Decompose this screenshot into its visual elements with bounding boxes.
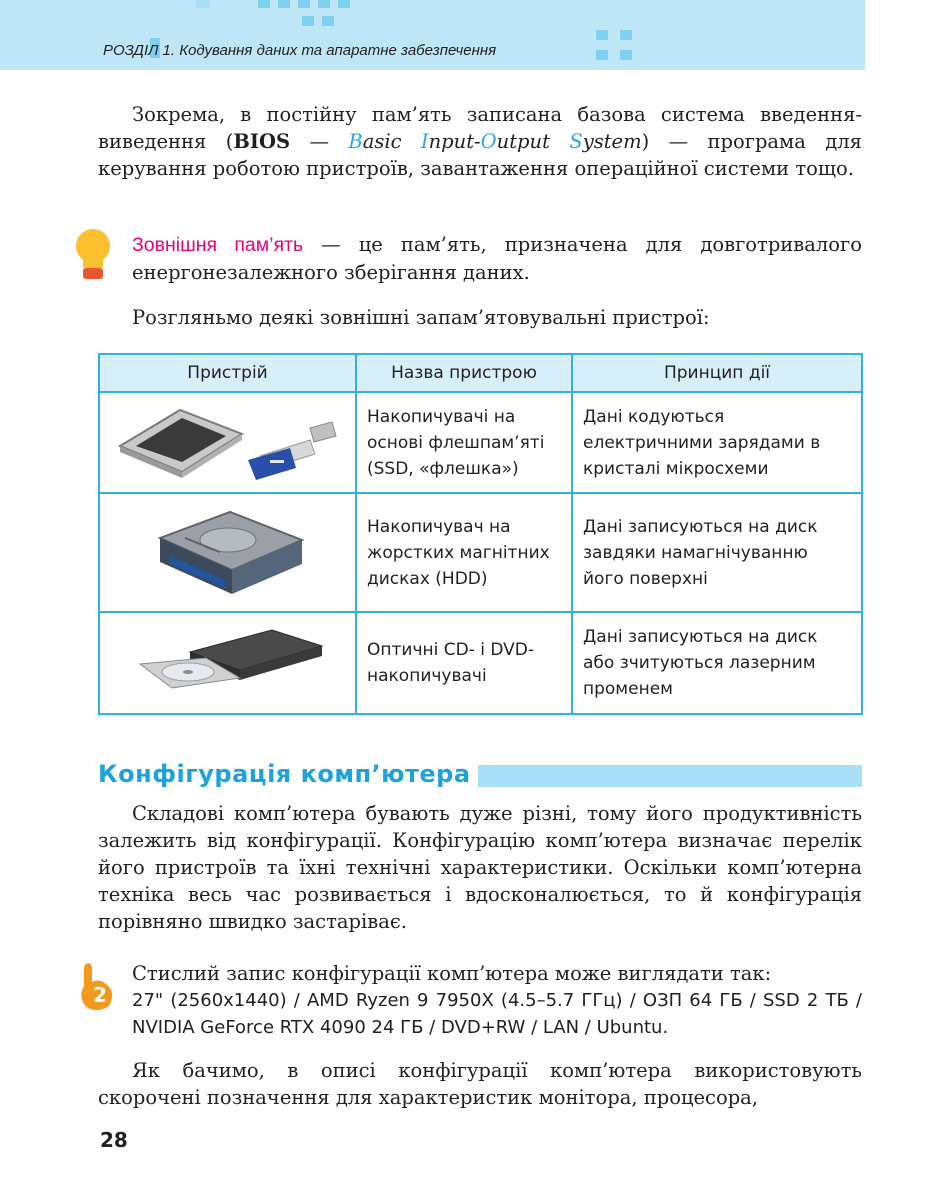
device-name-cell: Накопичувачі на основі флешпам’яті (SSD, «флешка») xyxy=(356,392,572,493)
table-row xyxy=(99,392,862,493)
header-pixel-decoration xyxy=(278,0,290,8)
header-pixel-decoration xyxy=(298,0,310,8)
header-pixel-decoration xyxy=(196,0,210,8)
ssd-and-usb-flash-drive-image xyxy=(110,398,350,488)
device-principle-cell: Дані кодуються електричними зарядами в кристалі мікросхеми xyxy=(572,392,862,493)
bios-word-system: ystem xyxy=(582,130,642,153)
bios-letter-s: S xyxy=(569,130,583,153)
optical-disc-drive-image xyxy=(110,618,350,708)
pointing-hand-icon xyxy=(74,962,120,1012)
device-image-cell xyxy=(99,612,356,714)
storage-devices-table xyxy=(98,353,863,715)
device-principle-cell: Дані записуються на диск або зчитуються лазерним променем xyxy=(572,612,862,714)
configuration-example: 27" (2560x1440) / AMD Ryzen 9 7950X (4.5–5.7 ГГц) / ОЗП 64 ГБ / SSD 2 ТБ / NVIDIA GeForce RTX 4090 24 ГБ / DVD+RW / LAN / Ubuntu. xyxy=(132,990,862,1038)
device-principle-cell: Дані записуються на диск завдяки намагнічуванню його поверхні xyxy=(572,493,862,612)
lead-in-paragraph: Розгляньмо деякі зовнішні запам’ятовувальні пристрої: xyxy=(132,306,710,329)
definition-term: Зовнішня пам’ять xyxy=(132,234,304,256)
definition-text: — це пам’ять, призначена для довготривалого енергонезалежного зберігання даних. xyxy=(132,233,862,284)
header-principle: Принцип дії xyxy=(572,354,862,392)
device-image-cell xyxy=(99,392,356,493)
device-name-cell: Оптичні CD- і DVD-накопичувачі xyxy=(356,612,572,714)
device-name-cell: Накопичувач на жорстких магнітних дисках (HDD) xyxy=(356,493,572,612)
bios-word-input: nput- xyxy=(428,130,481,153)
page-number: 28 xyxy=(100,1128,128,1152)
header-pixel-decoration xyxy=(318,0,330,8)
table-header-row xyxy=(99,354,862,392)
definition-paragraph xyxy=(132,231,862,286)
table-row xyxy=(99,493,862,612)
device-image-cell xyxy=(99,493,356,612)
chapter-title: РОЗДІЛ 1. Кодування даних та апаратне забезпечення xyxy=(103,42,497,59)
intro-paragraph xyxy=(98,101,862,182)
header-device-name: Назва пристрою xyxy=(356,354,572,392)
bios-word-basic: asic xyxy=(362,130,421,153)
header-pixel-decoration xyxy=(258,0,270,8)
configuration-paragraph: Складові комп’ютера бувають дуже різні, тому його продуктивність залежить від конфігурації. Конфігурацію комп’ютера визначає перелік його пристроїв та їхні технічні характеристики. Оскільки комп’ютерна техніка весь час розвивається і вдосконалюється, то й конфігурація порівняно швидко застаріває. xyxy=(98,802,862,933)
section-title: Конфігурація комп’ютера xyxy=(98,760,471,788)
header-pixel-decoration xyxy=(596,30,608,40)
section-title-bar xyxy=(478,765,862,787)
lightbulb-icon xyxy=(76,228,110,288)
closing-paragraph: Як бачимо, в описі конфігурації комп’ютера використовують скорочені позначення для характеристик монітора, процесора, xyxy=(98,1059,862,1109)
header-pixel-decoration xyxy=(322,16,334,26)
header-pixel-decoration xyxy=(302,16,314,26)
example-intro: Стислий запис конфігурації комп’ютера може виглядати так: xyxy=(132,962,772,985)
table-row xyxy=(99,612,862,714)
example-marker-number: 2 xyxy=(93,983,107,1007)
bios-word-output: utput xyxy=(496,130,570,153)
bios-letter-b: B xyxy=(348,130,363,153)
intro-dash: — xyxy=(290,130,349,153)
header-pixel-decoration xyxy=(620,50,632,60)
intro-text-end: ) — програма для керування роботою пристроїв, завантаження операційної системи тощо. xyxy=(98,130,862,180)
bios-letter-i: I xyxy=(420,130,429,153)
intro-text: Зокрема, в постійну пам’ять записана базова система введення-виведення ( xyxy=(98,103,862,153)
chapter-header-band xyxy=(0,0,865,70)
bios-letter-o: O xyxy=(480,130,497,153)
hard-disk-drive-image xyxy=(110,498,350,608)
header-pixel-decoration xyxy=(596,50,608,60)
bios-abbreviation: BIOS xyxy=(233,130,291,153)
header-pixel-decoration xyxy=(338,0,350,8)
header-pixel-decoration xyxy=(620,30,632,40)
header-device: Пристрій xyxy=(99,354,356,392)
